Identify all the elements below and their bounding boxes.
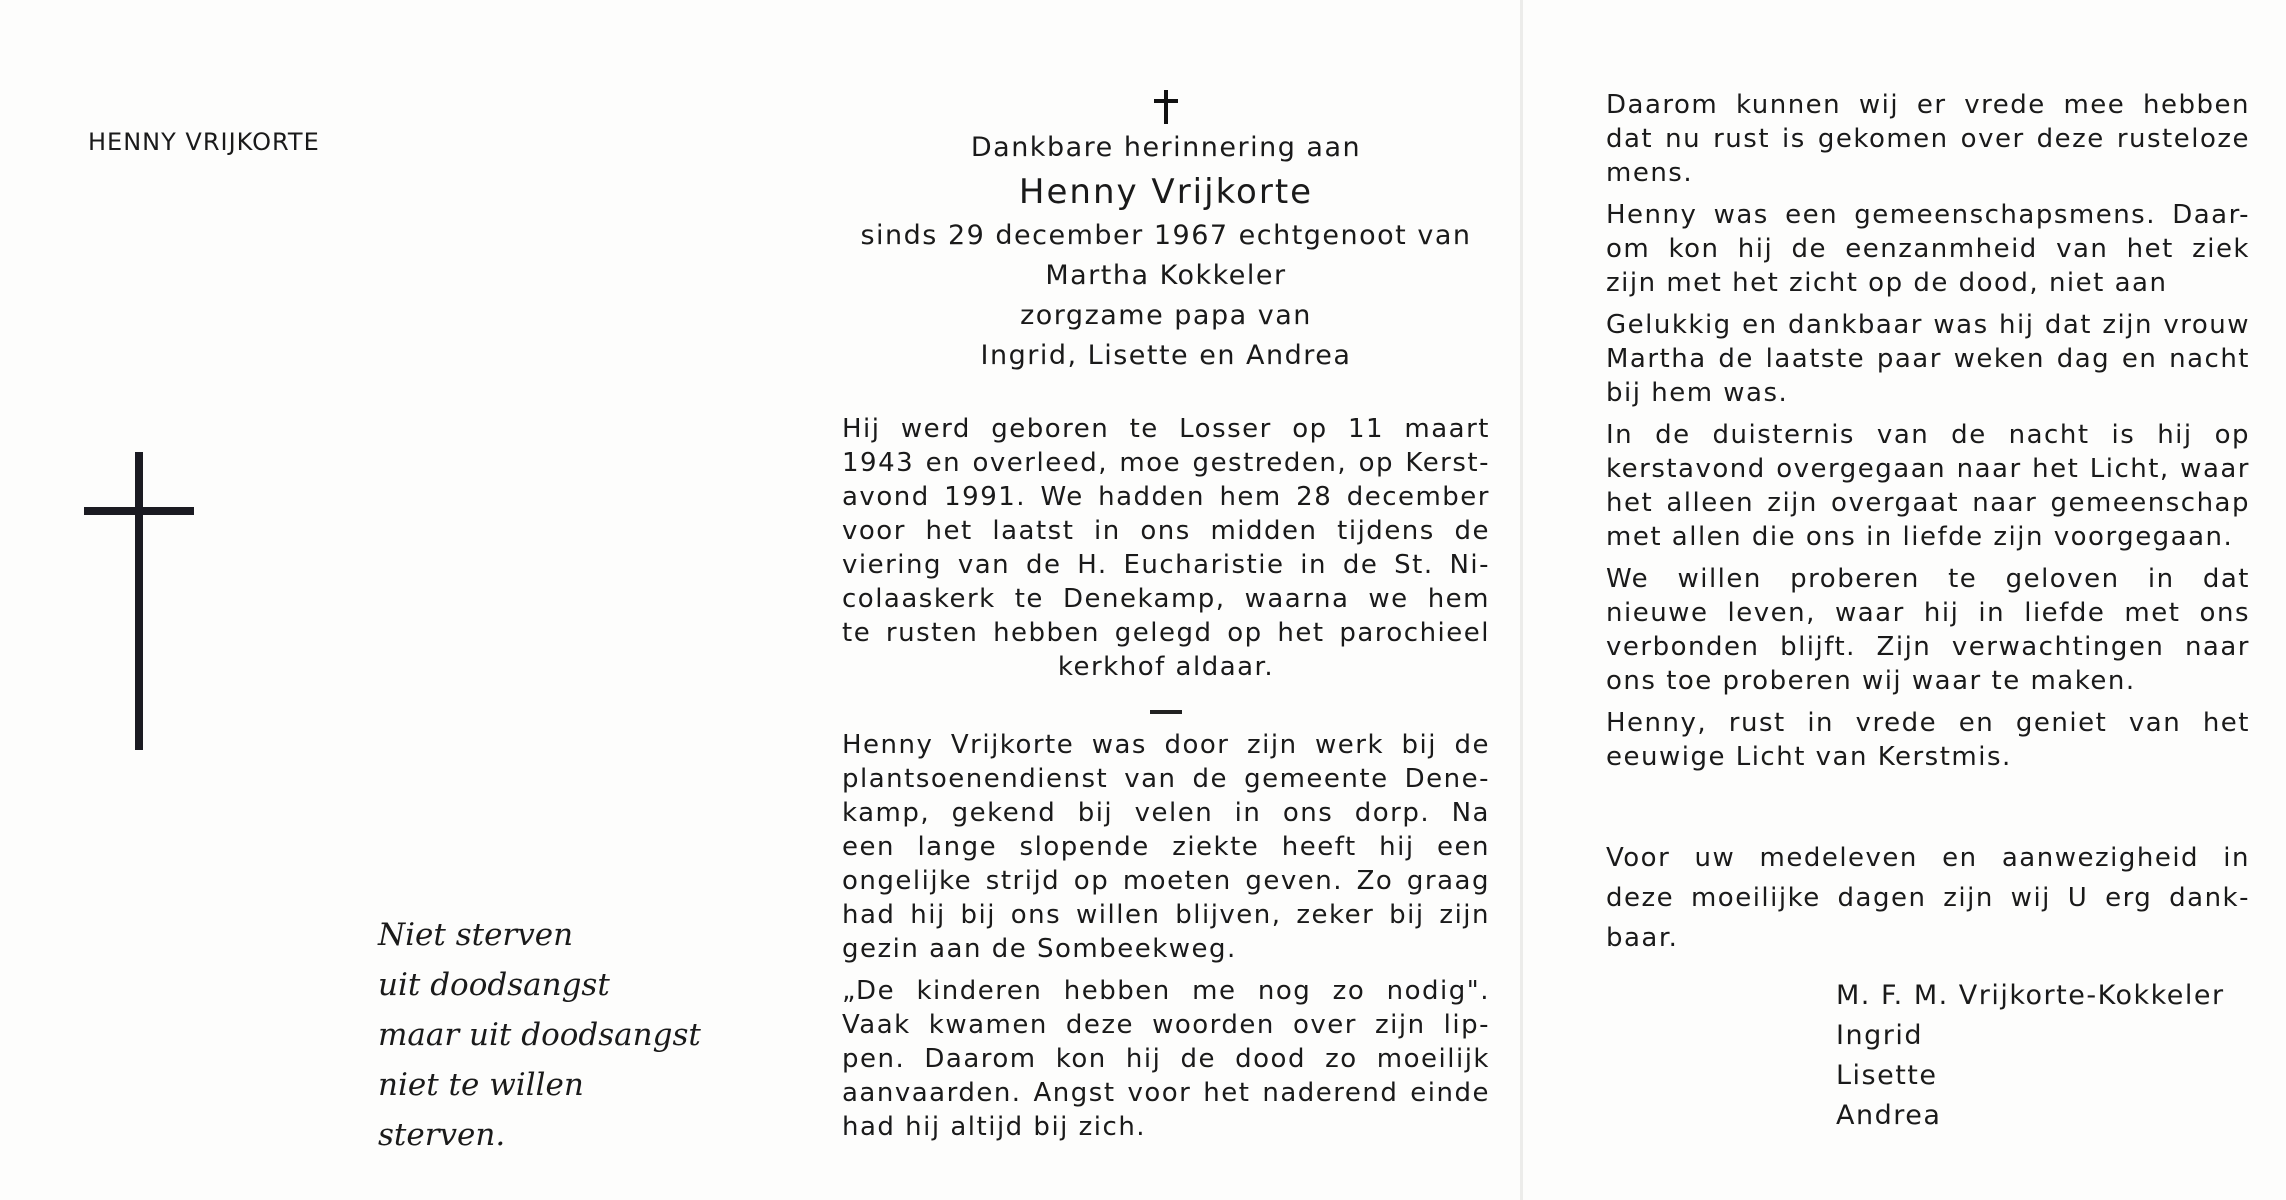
small-cross-icon <box>1146 84 1186 124</box>
poem <box>378 910 701 1160</box>
paragraph <box>1606 418 2250 554</box>
memorial-header <box>842 84 1490 376</box>
story <box>842 728 1490 1152</box>
text-line: eeuwige Licht van Kerstmis. <box>1606 742 2012 772</box>
fold-line <box>1520 0 1523 1200</box>
poem-line: sterven. <box>378 1117 506 1153</box>
text-line: Vaak kwamen deze woorden over zijn lip- <box>842 1010 1490 1040</box>
poem-line: Niet sterven <box>378 917 574 953</box>
biography <box>842 412 1490 714</box>
text-line: pen. Daarom kon hij de dood zo moeilijk <box>842 1044 1490 1074</box>
text-line: „De kinderen hebben me nog zo nodig". <box>842 976 1490 1006</box>
text-line: dat nu rust is gekomen over deze rusteloze <box>1606 124 2250 154</box>
name-caps: HENNY VRIJKORTE <box>88 128 320 156</box>
text-line: bij hem was. <box>1606 378 1789 408</box>
text-line: deze moeilijke dagen zijn wij U erg dank- <box>1606 883 2250 913</box>
reflection <box>1606 88 2250 782</box>
paragraph <box>1606 706 2250 774</box>
left-panel <box>0 0 752 1200</box>
paragraph <box>842 728 1490 966</box>
text-line: Henny, rust in vrede en geniet van het <box>1606 708 2250 738</box>
text-line: Gelukkig en dankbaar was hij dat zijn vrouw <box>1606 310 2250 340</box>
text-line: colaaskerk te Denekamp, waarna we hem <box>842 584 1490 614</box>
spouse-name: Martha Kokkeler <box>1045 260 1287 291</box>
text-line: ons toe proberen wij waar te maken. <box>1606 666 2136 696</box>
text-line: zijn met het zicht op de dood, niet aan <box>1606 268 2168 298</box>
marriage-line: sinds 29 december 1967 echtgenoot van <box>860 220 1472 251</box>
poem-line: niet te willen <box>378 1067 584 1103</box>
signature-line: Ingrid <box>1836 1020 1923 1051</box>
text-line: Voor uw medeleven en aanwezigheid in <box>1606 843 2250 873</box>
text-line: mens. <box>1606 158 1694 188</box>
text-line: Martha de laatste paar weken dag en nacht <box>1606 344 2250 374</box>
poem-line: uit doodsangst <box>378 967 610 1003</box>
paragraph <box>1606 562 2250 698</box>
paragraph <box>1606 88 2250 190</box>
paragraph <box>842 974 1490 1144</box>
text-line: te rusten hebben gelegd op het parochieel <box>842 618 1490 648</box>
text-line: Henny Vrijkorte was door zijn werk bij de <box>842 730 1490 760</box>
intro-line: Dankbare herinnering aan <box>970 132 1362 163</box>
signature-line: Andrea <box>1836 1100 1942 1131</box>
text-line: kamp, gekend bij velen in ons dorp. Na <box>842 798 1490 828</box>
paragraph <box>1606 198 2250 300</box>
signature-line: Lisette <box>1836 1060 1938 1091</box>
divider <box>1150 710 1182 714</box>
text-line: We willen proberen te geloven in dat <box>1606 564 2250 594</box>
text-line: voor het laatst in ons midden tijdens de <box>842 516 1490 546</box>
text-line: viering van de H. Eucharistie in de St. Ni- <box>842 550 1490 580</box>
text-line: verbonden blijft. Zijn verwachtingen naar <box>1606 632 2250 662</box>
text-line: baar. <box>1606 923 1679 953</box>
text-line: avond 1991. We hadden hem 28 december <box>842 482 1490 512</box>
text-line: gezin aan de Sombeekweg. <box>842 934 1237 964</box>
text-line: met allen die ons in liefde zijn voorgegaan. <box>1606 522 2234 552</box>
text-line: plantsoenendienst van de gemeente Dene- <box>842 764 1490 794</box>
text-line: had hij bij ons willen blijven, zeker bij zijn <box>842 900 1490 930</box>
text-line: kerstavond overgegaan naar het Licht, waar <box>1606 454 2250 484</box>
text-line: het alleen zijn overgaat naar gemeenschap <box>1606 488 2250 518</box>
thanks-note <box>1606 838 2250 958</box>
text-line: Henny was een gemeenschapsmens. Daar- <box>1606 200 2250 230</box>
signatures <box>1836 976 2225 1136</box>
text-line: een lange slopende ziekte heeft hij een <box>842 832 1490 862</box>
text-line: had hij altijd bij zich. <box>842 1112 1147 1142</box>
signature-line: M. F. M. Vrijkorte-Kokkeler <box>1836 980 2225 1011</box>
cross-icon <box>84 452 194 752</box>
text-line: nieuwe leven, waar hij in liefde met ons <box>1606 598 2250 628</box>
paragraph <box>1606 308 2250 410</box>
father-line: zorgzame papa van <box>1020 300 1312 331</box>
text-line: Daarom kunnen wij er vrede mee hebben <box>1606 90 2250 120</box>
poem-line: maar uit doodsangst <box>378 1017 701 1053</box>
text-line: om kon hij de eenzanmheid van het ziek <box>1606 234 2250 264</box>
text-line: aanvaarden. Angst voor het naderend einde <box>842 1078 1490 1108</box>
text-line: Hij werd geboren te Losser op 11 maart <box>842 414 1490 444</box>
text-line: kerkhof aldaar. <box>1057 652 1275 682</box>
text-line: ongelijke strijd op moeten geven. Zo graag <box>842 866 1490 896</box>
text-line: In de duisternis van de nacht is hij op <box>1606 420 2250 450</box>
children-names: Ingrid, Lisette en Andrea <box>980 340 1352 371</box>
deceased-name: Henny Vrijkorte <box>1018 172 1314 212</box>
text-line: 1943 en overleed, moe gestreden, op Kerst- <box>842 448 1490 478</box>
